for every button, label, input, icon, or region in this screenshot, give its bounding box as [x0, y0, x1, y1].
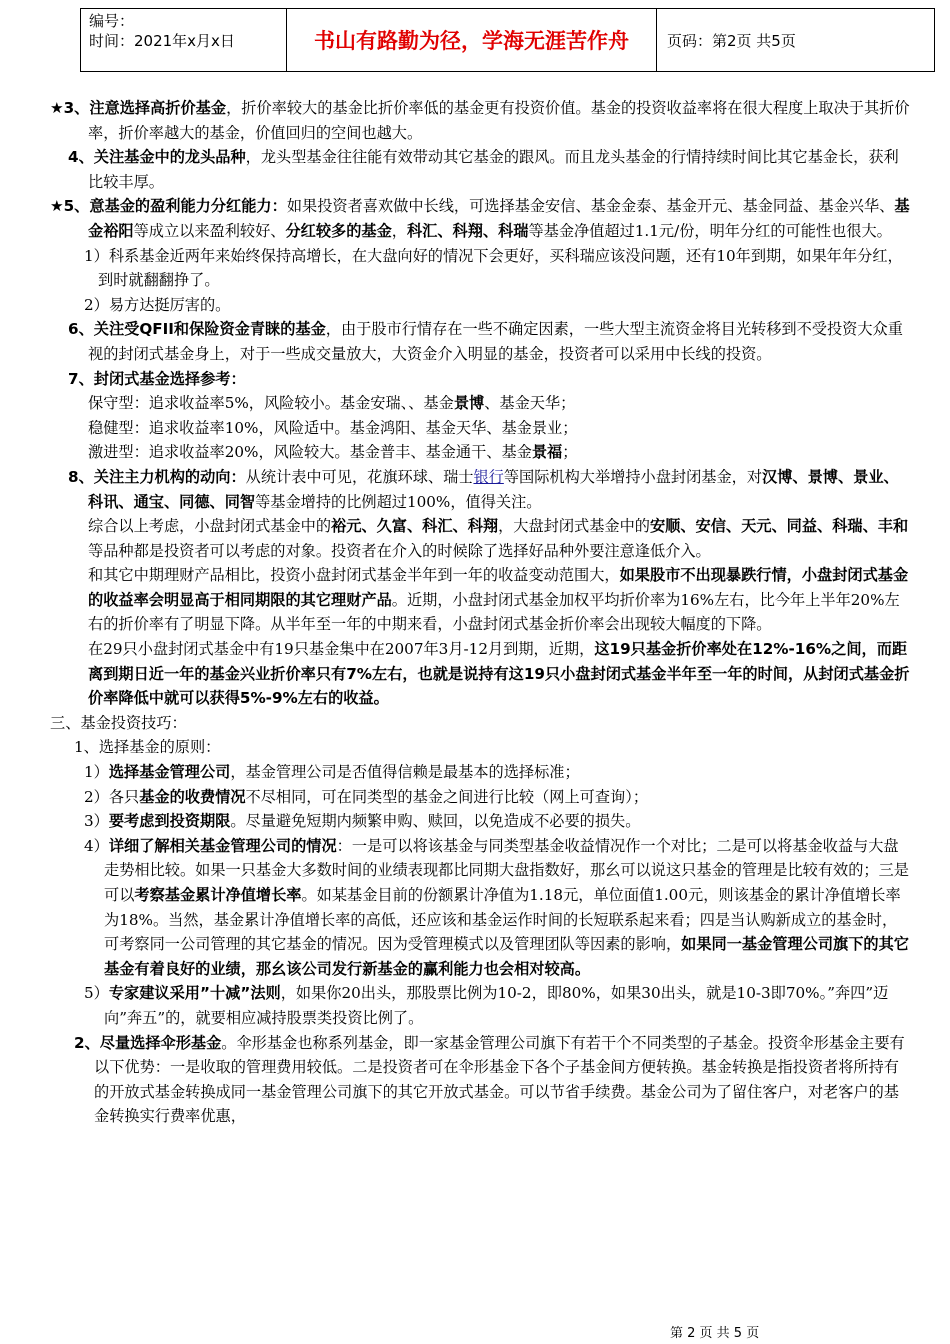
bold-text: 景博	[453, 394, 485, 413]
text-run: 3）	[84, 812, 109, 831]
text-run: 。如某基金目前的份额累计净值为1.18元，单位面值1.00元，则该基金的累计净值增长率为18%。当然，基金累计净值增长率的高低，还应该和基金运作时间的长短联系起来看；四是当认购新成立的基金时，可考察同一公司管理的其它基金的情况。因为受管理模式以及管理团队等因素的影响，	[104, 886, 901, 954]
paragraph	[50, 760, 910, 785]
bold-text: 裕元、久富、科汇、科翔	[331, 517, 499, 536]
text-run: ，基金管理公司是否值得信赖是最基本的选择标准；	[230, 763, 580, 782]
text-run: 等品种都是投资者可以考虑的对象。投资者在介入的时候除了选择好品种外要注意逢低介入。	[88, 541, 711, 560]
header-meta	[81, 9, 287, 71]
paragraph	[50, 293, 910, 318]
bold-text: 详细了解相关基金管理公司的情况	[108, 836, 337, 855]
paragraph	[50, 785, 910, 810]
text-run: 和其它中期理财产品相比，投资小盘封闭式基金半年到一年的收益变动范围大，	[88, 566, 620, 585]
text-run: ，龙头型基金往往能有效带动其它基金的跟风。而且龙头基金的行情持续时间比其它基金长，获利比较丰厚。	[88, 148, 899, 191]
paragraph	[50, 244, 910, 293]
time-label: 时间：2021年x月x日	[89, 32, 235, 50]
paragraph	[50, 317, 910, 366]
text-run: 、基金天华；	[484, 394, 576, 413]
bold-text: 安顺、安信、天元、同益、科瑞、丰和	[649, 517, 909, 536]
bold-text: 基金的收费情况	[139, 787, 246, 806]
bold-text: 科汇、科翔、科瑞	[406, 221, 529, 240]
text-run: 综合以上考虑，小盘封闭式基金中的	[88, 517, 331, 536]
paragraph	[50, 194, 910, 243]
bold-text: 要考虑到投资期限	[108, 812, 231, 831]
text-run: ，大盘封闭式基金中的	[498, 517, 650, 536]
text-run: 等成立以来盈利较好、	[133, 221, 286, 240]
text-run[interactable]: 银行	[473, 467, 504, 486]
paragraph	[50, 96, 910, 145]
paragraph	[50, 367, 910, 392]
bold-text: 如果同一基金管理公司旗下的其它基金有着良好的业绩，那幺该公司发行新基金的赢利能力也会相对较高。	[104, 935, 909, 978]
bold-text: 选择基金管理公司	[108, 763, 231, 782]
paragraph	[50, 440, 910, 465]
bold-text: 8、关注主力机构的动向：	[68, 467, 246, 486]
text-run: 1、选择基金的原则：	[74, 738, 221, 757]
bold-text: 考察基金累计净值增长率	[134, 886, 302, 904]
bold-text: 汉博、景博、景业、科讯、通宝、同德、同智	[88, 467, 899, 511]
text-run: ，如果你20出头，那股票比例为10-2，即80%，如果30出头，就是10-3即70%。”奔四”迈向”奔五”的，就要相应减持股票类投资比例了。	[104, 984, 889, 1027]
text-run: 5）	[84, 984, 109, 1003]
text-run: 等基金净值超过1.1元/份，明年分红的可能性也很大。	[528, 221, 892, 240]
paragraph	[50, 981, 910, 1030]
page-footer: 第 2 页 共 5 页	[670, 1326, 760, 1341]
paragraph	[50, 391, 910, 416]
number-label: 编号：	[89, 12, 135, 30]
header-page-label: 页码：第2页 共5页	[667, 31, 796, 50]
bold-text: 4、关注基金中的龙头品种	[68, 148, 246, 167]
text-run: 。伞形基金也称系列基金，即一家基金管理公司旗下有若干个不同类型的子基金。投资伞形基金主要有以下优势：一是收取的管理费用较低。二是投资者可在伞形基金下各个子基金间方便转换。基金转换是指投资者将所持有的开放式基金转换成同一基金管理公司旗下的其它开放式基金。可以节省手续费。基金公司为了留住客户，对老客户的基金转换实行费率优惠，	[94, 1033, 905, 1126]
paragraph	[50, 514, 910, 563]
text-run: 2）易方达挺厉害的。	[84, 295, 231, 314]
text-run: 三、基金投资技巧：	[50, 713, 187, 732]
paragraph	[50, 637, 910, 711]
bold-text: 这19只基金折价率处在12%-16%之间，而距离到期日近一年的基金兴业折价率只有7%左右，也就是说持有这19只小盘封闭式基金半年至一年的时间，从封闭式基金折价率降低中就可以获得5%-9%左右的收益。	[88, 640, 910, 708]
paragraph	[50, 735, 910, 760]
bold-text: 7、封闭式基金选择参考：	[68, 369, 246, 388]
text-run: ：一是可以将该基金与同类型基金收益情况作一个对比；二是可以将基金收益与大盘走势相比较。如果一只基金大多数时间的业绩表现都比同期大盘指数好，那幺可以说这只基金的管理是比较有效的；三是可以	[104, 836, 909, 904]
paragraph	[50, 465, 910, 514]
bold-text: 2、尽量选择伞形基金	[74, 1033, 222, 1052]
text-run: 。近期，小盘封闭式基金加权平均折价率为16%左右，比今年上半年20%左右的折价率有了明显下降。从半年至一年的中期来看，小盘封闭式基金折价率会出现较大幅度的下降。	[88, 590, 900, 634]
text-run: 激进型：追求收益率20%，风险较大。基金普丰、基金通干、基金	[88, 443, 532, 462]
text-run: ，由于股市行情存在一些不确定因素，一些大型主流资金将目光转移到不受投资大众重视的封闭式基金身上，对于一些成交量放大，大资金介入明显的基金，投资者可以采用中长线的投资。	[88, 320, 903, 363]
text-run: 1）	[84, 763, 109, 782]
bold-text: 专家建议采用”十减”法则	[108, 984, 281, 1003]
text-run: ，	[391, 221, 407, 240]
text-run: 等基金增持的比例超过100%，值得关注。	[255, 492, 542, 511]
text-run: 。尽量避免短期内频繁申购、赎回，以免造成不必要的损失。	[230, 812, 641, 831]
text-run: 不尽相同，可在同类型的基金之间进行比较（网上可查询）；	[245, 787, 649, 806]
text-run: 4）	[84, 836, 109, 855]
paragraph	[50, 834, 910, 982]
paragraph	[50, 563, 910, 637]
bold-text: 6、关注受QFII和保险资金青睐的基金	[68, 320, 326, 339]
text-run: 保守型：追求收益率5%，风险较小。基金安瑞、、基金	[88, 394, 454, 413]
bold-text: ★3、注意选择高折价基金	[50, 99, 227, 117]
text-run: 如果投资者喜欢做中长线，可选择基金安信、基金金泰、基金开元、基金同益、基金兴华、	[286, 197, 895, 216]
paragraph	[50, 145, 910, 194]
text-run: 稳健型：追求收益率10%，风险适中。基金鸿阳、基金天华、基金景业；	[88, 418, 578, 437]
bold-text: 分红较多的基金	[285, 221, 392, 240]
document-body	[50, 96, 910, 1129]
bold-text: 如果股市不出现暴跌行情，小盘封闭式基金的收益率会明显高于相同期限的其它理财产品	[88, 566, 909, 609]
paragraph	[50, 809, 910, 834]
text-run: 2）各只	[84, 787, 140, 806]
bold-text: 景福	[531, 443, 563, 462]
text-run: ；	[562, 443, 578, 462]
text-run: 从统计表中可见，花旗环球、瑞士	[245, 467, 474, 486]
paragraph	[50, 1031, 910, 1129]
text-run: 等国际机构大举增持小盘封闭基金，对	[503, 467, 763, 486]
text-run: ，折价率较大的基金比折价率低的基金更有投资价值。基金的投资收益率将在很大程度上取决于其折价率，折价率越大的基金，价值回归的空间也越大。	[88, 99, 910, 142]
paragraph	[50, 711, 910, 736]
bold-text: 基金裕阳	[88, 197, 910, 240]
text-run: 在29只小盘封闭式基金中有19只基金集中在2007年3月-12月到期，近期，	[88, 640, 595, 659]
header-motto: 书山有路勤为径，学海无涯苦作舟	[287, 9, 657, 71]
page-header	[80, 8, 935, 72]
text-run: 1）科系基金近两年来始终保持高增长，在大盘向好的情况下会更好，买科瑞应该没问题，还有10年到期，如果年年分红，到时就翻翻挣了。	[84, 246, 903, 290]
bold-text: ★5、意基金的盈利能力分红能力：	[50, 197, 287, 216]
paragraph	[50, 416, 910, 441]
